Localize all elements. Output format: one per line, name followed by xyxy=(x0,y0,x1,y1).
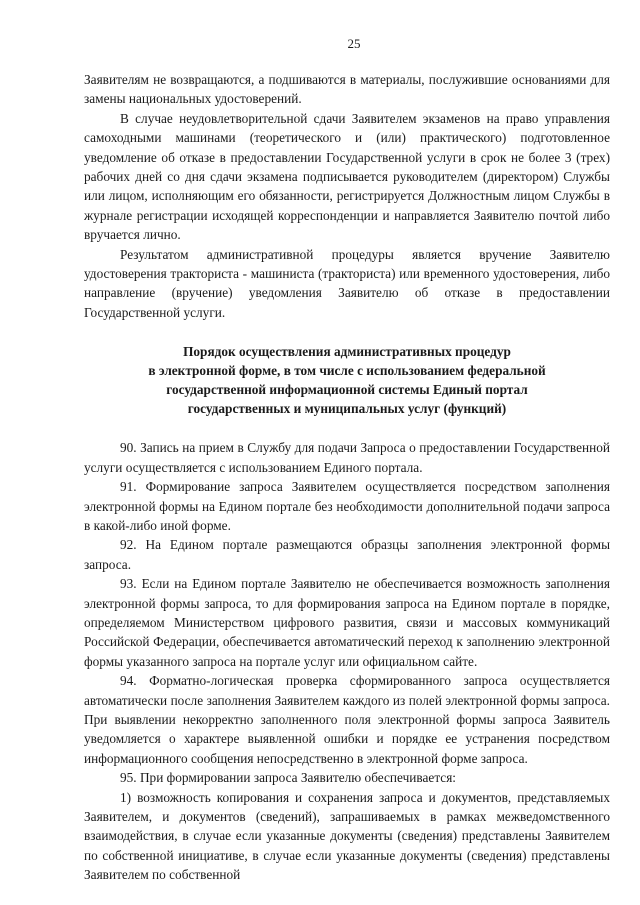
section-heading xyxy=(84,342,610,418)
page-number: 25 xyxy=(347,36,361,51)
paragraph-92: 92. На Едином портале размещаются образцы заполнения электронной формы запроса. xyxy=(84,537,610,572)
paragraph-93: 93. Если на Едином портале Заявителю не обеспечивается возможность заполнения электронной формы запроса, то для формирования запроса на Едином портале в порядке, определяемом Министерством цифрового развития, связи и массовых коммуникаций Российской Федерации, обеспечивается автоматический переход к заполнению электронной формы указанного запроса на портале услуг или официальном сайте. xyxy=(84,576,610,669)
paragraph-90: 90. Запись на прием в Службу для подачи Запроса о предоставлении Государственной услуги осуществляется с использованием Единого портала. xyxy=(84,440,610,475)
paragraph-exam-failure: В случае неудовлетворительной сдачи Заявителем экзаменов на право управления самоходными машинами (теоретического и (или) практического) подготовленное уведомление об отказе в предоставлении Государственной услуги в срок не более 3 (трех) рабочих дней со дня сдачи экзамена подписывается руководителем (директором) Службы или лицом, исполняющим его обязанности, регистрируется Должностным лицом Службы в журнале регистрации исходящей корреспонденции и направляется Заявителю почтой либо вручается лично. xyxy=(84,110,610,243)
heading-line: Порядок осуществления административных процедур xyxy=(183,344,511,360)
heading-line: государственной информационной системы Единый портал xyxy=(166,382,528,398)
heading-line: государственных и муниципальных услуг (функций) xyxy=(187,401,507,417)
paragraph-91: 91. Формирование запроса Заявителем осуществляется посредством заполнения электронной формы на Едином портале без необходимости дополнительной подачи запроса в какой-либо иной форме. xyxy=(84,479,610,533)
heading-line: в электронной форме, в том числе с использованием федеральной xyxy=(148,363,546,379)
paragraph-95: 95. При формировании запроса Заявителю обеспечивается: xyxy=(120,770,456,786)
paragraph-95-item-1: 1) возможность копирования и сохранения запроса и документов, представляемых Заявителем, и документов (сведений), запрашиваемых в рамках межведомственного взаимодействия, в случае если указанные документы (сведения) представлены Заявителем по собственной инициативе, в случае если указанные документы (сведения) представлены Заявителем по собственной xyxy=(84,789,610,883)
paragraph-continuation: Заявителям не возвращаются, а подшиваются в материалы, послужившие основаниями для замены национальных удостоверений. xyxy=(84,72,610,107)
paragraph-94: 94. Форматно-логическая проверка сформированного запроса осуществляется автоматически после заполнения Заявителем каждого из полей электронной формы запроса. При выявлении некорректно заполненного поля электронной формы запроса Заявитель уведомляется о характере выявленной ошибки и порядке ее устранения посредством информационного сообщения непосредственно в электронной форме запроса. xyxy=(84,673,610,766)
paragraph-procedure-result: Результатом административной процедуры является вручение Заявителю удостоверения тракториста - машиниста (тракториста) или временного удостоверения, либо направление (вручение) уведомления Заявителю об отказе в предоставлении Государственной услуги. xyxy=(84,246,610,320)
